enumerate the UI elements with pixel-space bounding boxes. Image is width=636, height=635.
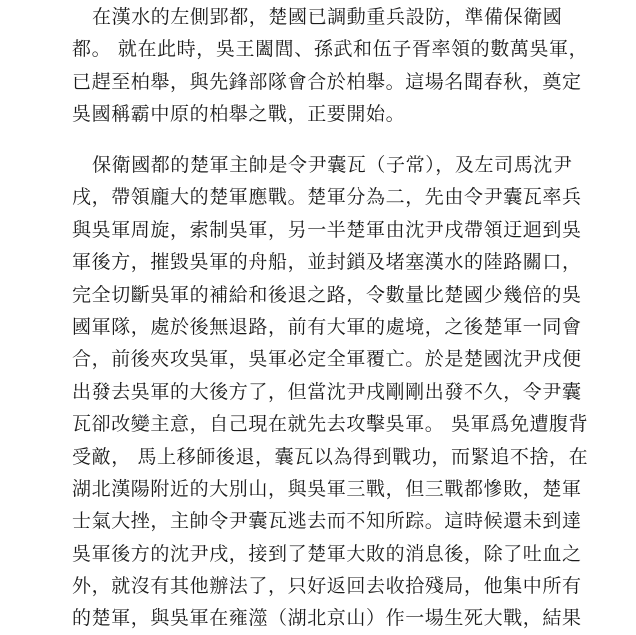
text-line: 外，就沒有其他辦法了，只好返回去收拾殘局，他集中所有 <box>72 575 582 598</box>
text-line: 瓦卻改變主意，自己現在就先去攻擊吳軍。 吳軍爲免遭腹背 <box>72 413 589 436</box>
text-line: 士氣大挫，主帥令尹囊瓦逃去而不知所踪。這時候還未到達 <box>72 510 582 533</box>
text-line: 都。 就在此時，吳王闔閭、孫武和伍子胥率領的數萬吳軍， <box>72 38 589 61</box>
text-line: 吳國稱霸中原的柏舉之戰，正要開始。 <box>72 103 406 126</box>
text-line: 受敵， 馬上移師後退，囊瓦以為得到戰功，而緊追不捨，在 <box>72 445 589 468</box>
text-line: 完全切斷吳軍的補給和後退之路，令數量比楚國少幾倍的吳 <box>72 283 582 306</box>
text-line: 出發去吳軍的大後方了，但當沈尹戌剛剛出發不久，令尹囊 <box>72 380 582 403</box>
text-line: 合，前後夾攻吳軍，吳軍必定全軍覆亡。於是楚國沈尹戌便 <box>72 348 582 371</box>
text-line: 國軍隊，處於後無退路，前有大軍的處境，之後楚軍一同會 <box>72 315 582 338</box>
text-line: 與吳軍周旋，索制吳軍，另一半楚軍由沈尹戌帶領迂迴到吳 <box>72 218 582 241</box>
text-line: 已趕至柏舉，與先鋒部隊會合於柏舉。這場名聞春秋，奠定 <box>72 70 582 93</box>
text-line: 湖北漢陽附近的大別山，與吳軍三戰，但三戰都慘敗，楚軍 <box>72 477 582 500</box>
text-line: 吳軍後方的沈尹戌，接到了楚軍大敗的消息後，除了吐血之 <box>72 542 582 565</box>
text-line: 的楚軍，與吳軍在雍澨（湖北京山）作一場生死大戰，結果 <box>72 607 582 630</box>
text-line: 保衛國都的楚軍主帥是令尹囊瓦（子常），及左司馬沈尹 <box>92 154 573 176</box>
paragraph-2 <box>72 149 588 635</box>
text-line: 在漢水的左側郢都，楚國已調動重兵設防，準備保衛國 <box>92 6 563 28</box>
text-line: 軍後方，摧毀吳軍的舟船，並封鎖及堵塞漢水的陸路關口， <box>72 251 582 274</box>
text-line: 戌，帶領龐大的楚軍應戰。楚軍分為二，先由令尹囊瓦率兵 <box>72 186 582 209</box>
paragraph-1 <box>72 1 588 131</box>
